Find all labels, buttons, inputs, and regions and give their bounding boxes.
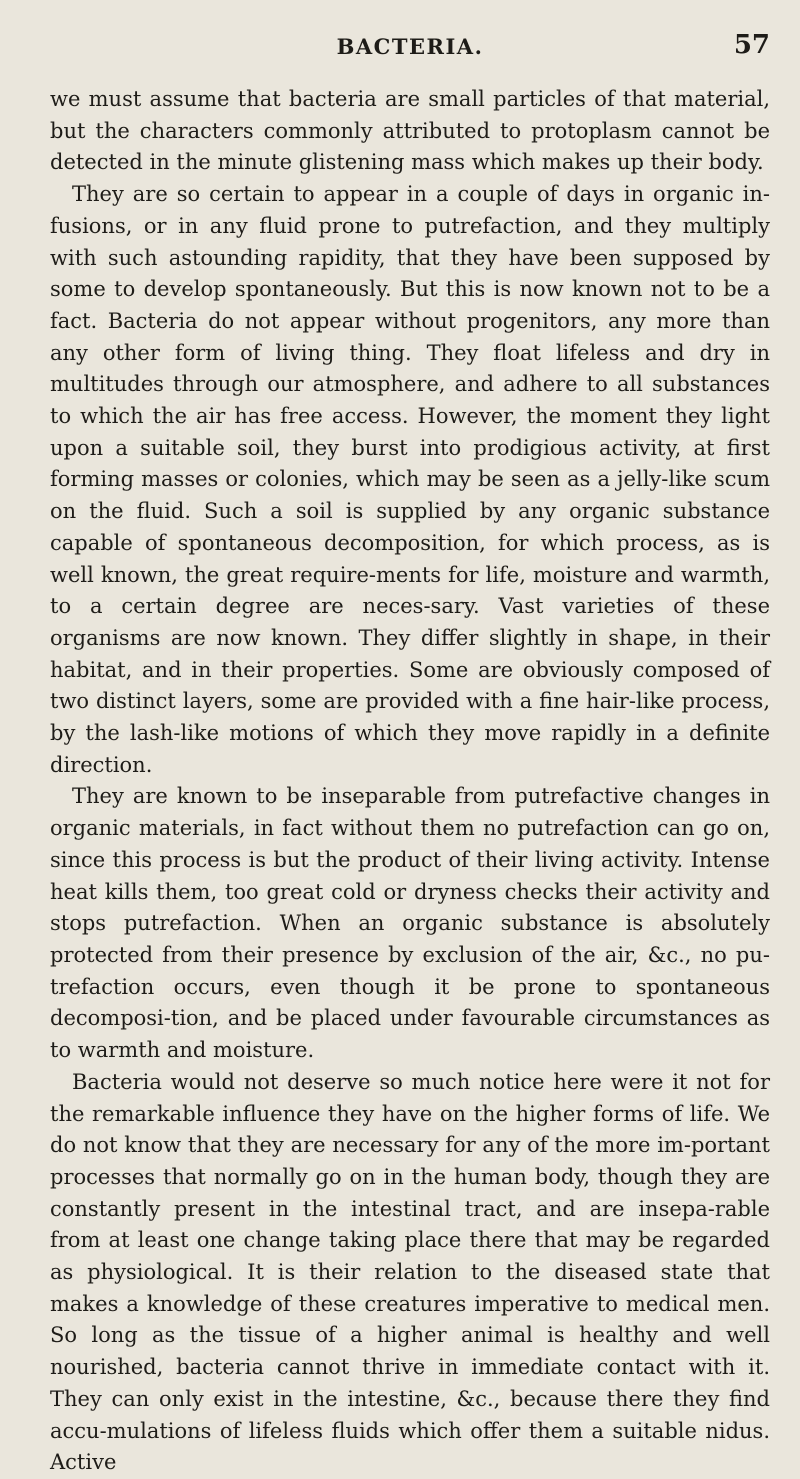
running-head: BACTERIA.	[336, 34, 484, 59]
body-text	[50, 84, 770, 1479]
page-header	[50, 30, 770, 68]
page-number: 57	[733, 30, 770, 60]
paragraph-1: we must assume that bacteria are small particles of that material, but the characters commonly attributed to protoplasm cannot be detected in the minute glistening mass which makes up their body.	[50, 87, 770, 175]
paragraph-2: They are so certain to appear in a couple of days in organic in-fusions, or in any fluid prone to putrefaction, and they multiply with such astounding rapidity, that they have been supposed by some to develop spontaneously. But this is now known not to be a fact. Bacteria do not appear without progenitors, any more than any other form of living thing. They float lifeless and dry in multitudes through our atmosphere, and adhere to all substances to which the air has free access. However, the moment they light upon a suitable soil, they burst into prodigious activity, at first forming masses or colonies, which may be seen as a jelly-like scum on the fluid. Such a soil is supplied by any organic substance capable of spontaneous decomposition, for which process, as is well known, the great require-ments for life, moisture and warmth, to a certain degree are neces-sary. Vast varieties of these organisms are now known. They differ slightly in shape, in their habitat, and in their properties. Some are obviously composed of two distinct layers, some are provided with a fine hair-like process, by the lash-like motions of which they move rapidly in a definite direction.	[50, 182, 770, 777]
paragraph-4: Bacteria would not deserve so much notice here were it not for the remarkable influence they have on the higher forms of life. We do not know that they are necessary for any of the more im-portant processes that normally go on in the human body, though they are constantly present in the intestinal tract, and are insepa-rable from at least one change taking place there that may be regarded as physiological. It is their relation to the diseased state that makes a knowledge of these creatures imperative to medical men. So long as the tissue of a higher animal is healthy and well nourished, bacteria cannot thrive in immediate contact with it. They can only exist in the intestine, &c., because there they find accu-mulations of lifeless fluids which offer them a suitable nidus. Active	[50, 1069, 770, 1475]
paragraph-3: They are known to be inseparable from putrefactive changes in organic materials, in fact without them no putrefaction can go on, since this process is but the product of their living activity. Intense heat kills them, too great cold or dryness checks their activity and stops putrefaction. When an organic substance is absolutely protected from their presence by exclusion of the air, &c., no pu-trefaction occurs, even though it be prone to spontaneous decomposi-tion, and be placed under favourable circumstances as to warmth and moisture.	[50, 784, 770, 1063]
